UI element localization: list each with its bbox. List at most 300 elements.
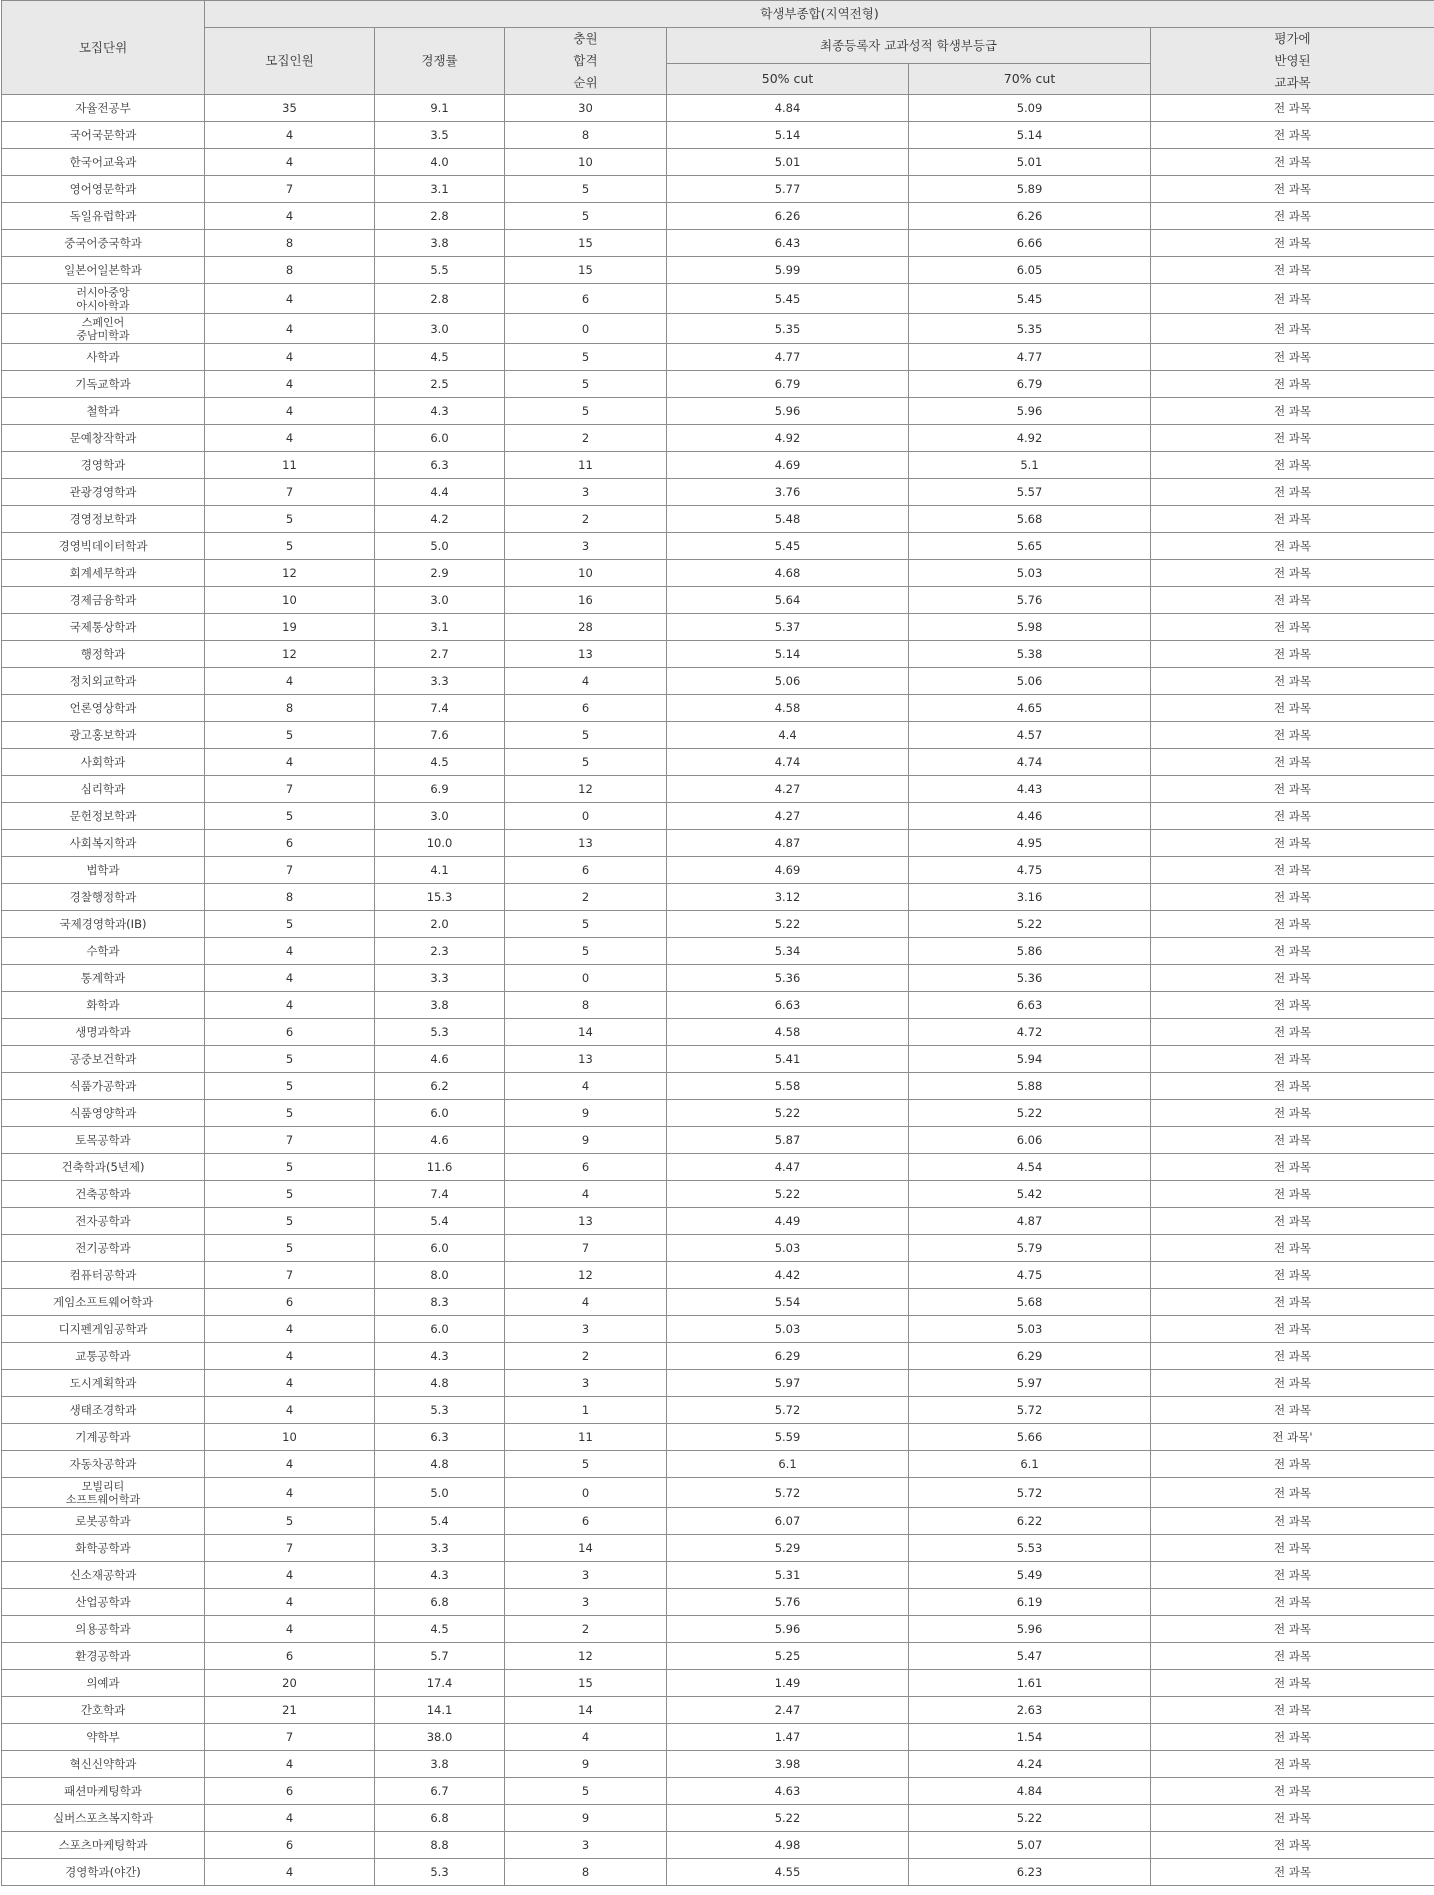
table-row [2, 641, 1434, 668]
table-row [2, 1832, 1434, 1859]
cell-cut-50: 5.37 [667, 614, 909, 641]
cell-recruit-unit: 한국어교육과 [2, 149, 205, 176]
cell-competition-ratio: 5.4 [375, 1508, 505, 1535]
table-row [2, 938, 1434, 965]
cell-recruit-unit [2, 1478, 205, 1508]
table-row [2, 776, 1434, 803]
cell-cut-50: 6.79 [667, 371, 909, 398]
cell-reflected-subjects: 전 과목 [1151, 371, 1434, 398]
cell-reflected-subjects: 전 과목 [1151, 1616, 1434, 1643]
table-row [2, 587, 1434, 614]
cell-competition-ratio: 6.8 [375, 1805, 505, 1832]
cell-competition-ratio: 3.8 [375, 992, 505, 1019]
cell-recruit-unit-line: 스페인어 [81, 315, 125, 329]
cell-cut-70: 5.01 [909, 149, 1151, 176]
cell-reflected-subjects: 전 과목 [1151, 1019, 1434, 1046]
cell-quota: 4 [205, 425, 375, 452]
cell-reflected-subjects: 전 과목 [1151, 641, 1434, 668]
cell-reflected-subjects: 전 과목 [1151, 1154, 1434, 1181]
cell-recruit-unit: 심리학과 [2, 776, 205, 803]
cell-quota: 7 [205, 857, 375, 884]
cell-competition-ratio: 38.0 [375, 1724, 505, 1751]
cell-cut-70: 4.92 [909, 425, 1151, 452]
cell-recruit-unit: 간호학과 [2, 1697, 205, 1724]
table-row [2, 884, 1434, 911]
cell-cut-70: 4.24 [909, 1751, 1151, 1778]
cell-competition-ratio: 8.0 [375, 1262, 505, 1289]
cell-quota: 4 [205, 149, 375, 176]
cell-competition-ratio: 2.3 [375, 938, 505, 965]
header-recruit-unit: 모집단위 [2, 1, 205, 95]
cell-quota: 6 [205, 1832, 375, 1859]
cell-reflected-subjects: 전 과목 [1151, 1478, 1434, 1508]
cell-cut-50: 4.77 [667, 344, 909, 371]
cell-competition-ratio: 10.0 [375, 830, 505, 857]
cell-quota: 5 [205, 1046, 375, 1073]
table-row [2, 1724, 1434, 1751]
cell-reflected-subjects: 전 과목 [1151, 1262, 1434, 1289]
header-grade-group: 최종등록자 교과성적 학생부등급 [667, 28, 1151, 64]
table-row [2, 992, 1434, 1019]
cell-cut-50: 6.63 [667, 992, 909, 1019]
table-row [2, 1127, 1434, 1154]
cell-cut-70: 5.38 [909, 641, 1151, 668]
cell-cut-50: 4.69 [667, 452, 909, 479]
cell-competition-ratio: 5.3 [375, 1859, 505, 1886]
table-row [2, 1262, 1434, 1289]
table-row [2, 803, 1434, 830]
cell-cut-70: 5.09 [909, 95, 1151, 122]
cell-quota: 4 [205, 1805, 375, 1832]
table-row [2, 1019, 1434, 1046]
cell-additional-rank: 1 [505, 1397, 667, 1424]
header-quota: 모집인원 [205, 28, 375, 95]
table-row [2, 398, 1434, 425]
cell-cut-70: 5.76 [909, 587, 1151, 614]
table-row [2, 1235, 1434, 1262]
cell-competition-ratio: 5.7 [375, 1643, 505, 1670]
cell-additional-rank: 10 [505, 560, 667, 587]
cell-cut-70: 4.43 [909, 776, 1151, 803]
table-row [2, 371, 1434, 398]
cell-recruit-unit: 사학과 [2, 344, 205, 371]
cell-recruit-unit: 도시계획학과 [2, 1370, 205, 1397]
cell-quota: 19 [205, 614, 375, 641]
cell-cut-50: 5.64 [667, 587, 909, 614]
cell-cut-50: 6.29 [667, 1343, 909, 1370]
cell-additional-rank: 14 [505, 1697, 667, 1724]
cell-cut-70: 5.72 [909, 1397, 1151, 1424]
cell-competition-ratio: 11.6 [375, 1154, 505, 1181]
cell-cut-50: 4.63 [667, 1778, 909, 1805]
table-row [2, 1073, 1434, 1100]
cell-recruit-unit: 법학과 [2, 857, 205, 884]
cell-cut-50: 4.49 [667, 1208, 909, 1235]
cell-reflected-subjects: 전 과목 [1151, 398, 1434, 425]
cell-reflected-subjects: 전 과목 [1151, 668, 1434, 695]
cell-quota: 4 [205, 1562, 375, 1589]
cell-reflected-subjects: 전 과목 [1151, 1697, 1434, 1724]
cell-cut-50: 3.98 [667, 1751, 909, 1778]
table-row [2, 1316, 1434, 1343]
cell-reflected-subjects: 전 과목 [1151, 587, 1434, 614]
cell-recruit-unit: 독일유럽학과 [2, 203, 205, 230]
cell-quota: 6 [205, 1643, 375, 1670]
cell-recruit-unit: 혁신신약학과 [2, 1751, 205, 1778]
cell-recruit-unit: 수학과 [2, 938, 205, 965]
cell-cut-50: 4.27 [667, 803, 909, 830]
cell-reflected-subjects: 전 과목 [1151, 203, 1434, 230]
cell-additional-rank: 5 [505, 911, 667, 938]
cell-cut-70: 4.77 [909, 344, 1151, 371]
cell-quota: 5 [205, 803, 375, 830]
cell-quota: 4 [205, 284, 375, 314]
cell-cut-70: 5.57 [909, 479, 1151, 506]
cell-quota: 4 [205, 965, 375, 992]
cell-competition-ratio: 4.3 [375, 1343, 505, 1370]
cell-recruit-unit: 의예과 [2, 1670, 205, 1697]
cell-cut-70: 4.75 [909, 857, 1151, 884]
cell-cut-50: 5.72 [667, 1478, 909, 1508]
header-group-title: 학생부종합(지역전형) [205, 1, 1434, 28]
cell-cut-70: 5.97 [909, 1370, 1151, 1397]
cell-additional-rank: 6 [505, 695, 667, 722]
table-row [2, 425, 1434, 452]
cell-competition-ratio: 6.0 [375, 1316, 505, 1343]
table-row [2, 749, 1434, 776]
cell-recruit-unit: 자율전공부 [2, 95, 205, 122]
cell-quota: 5 [205, 1235, 375, 1262]
cell-competition-ratio: 4.3 [375, 398, 505, 425]
cell-competition-ratio: 5.3 [375, 1019, 505, 1046]
cell-competition-ratio: 3.0 [375, 803, 505, 830]
cell-cut-70: 5.14 [909, 122, 1151, 149]
cell-reflected-subjects: 전 과목 [1151, 1562, 1434, 1589]
cell-reflected-subjects: 전 과목 [1151, 1343, 1434, 1370]
cell-recruit-unit: 영어영문학과 [2, 176, 205, 203]
cell-recruit-unit: 패션마케팅학과 [2, 1778, 205, 1805]
cell-recruit-unit: 회계세무학과 [2, 560, 205, 587]
table-row [2, 284, 1434, 314]
header-reflected-subjects [1151, 28, 1434, 95]
header-rank-line: 순위 [573, 75, 598, 90]
cell-recruit-unit: 식품가공학과 [2, 1073, 205, 1100]
cell-reflected-subjects: 전 과목 [1151, 1643, 1434, 1670]
cell-additional-rank: 14 [505, 1535, 667, 1562]
cell-competition-ratio: 6.8 [375, 1589, 505, 1616]
cell-quota: 8 [205, 884, 375, 911]
cell-reflected-subjects: 전 과목 [1151, 1100, 1434, 1127]
cell-cut-70: 5.89 [909, 176, 1151, 203]
cell-cut-70: 5.72 [909, 1478, 1151, 1508]
table-row [2, 1751, 1434, 1778]
cell-quota: 4 [205, 668, 375, 695]
cell-quota: 6 [205, 830, 375, 857]
cell-additional-rank: 12 [505, 1643, 667, 1670]
cell-recruit-unit-line: 중남미학과 [76, 328, 130, 342]
cell-cut-70: 5.06 [909, 668, 1151, 695]
cell-competition-ratio: 3.0 [375, 314, 505, 344]
cell-additional-rank: 11 [505, 452, 667, 479]
cell-quota: 7 [205, 1262, 375, 1289]
cell-recruit-unit: 중국어중국학과 [2, 230, 205, 257]
cell-recruit-unit: 스포츠마케팅학과 [2, 1832, 205, 1859]
cell-reflected-subjects: 전 과목 [1151, 776, 1434, 803]
cell-cut-50: 4.58 [667, 1019, 909, 1046]
cell-cut-50: 5.58 [667, 1073, 909, 1100]
cell-competition-ratio: 6.2 [375, 1073, 505, 1100]
cell-competition-ratio: 4.5 [375, 749, 505, 776]
cell-competition-ratio: 4.8 [375, 1370, 505, 1397]
cell-competition-ratio: 3.8 [375, 230, 505, 257]
cell-cut-50: 5.31 [667, 1562, 909, 1589]
cell-additional-rank: 8 [505, 992, 667, 1019]
cell-competition-ratio: 4.3 [375, 1562, 505, 1589]
cell-cut-50: 4.87 [667, 830, 909, 857]
header-cut-70: 70% cut [909, 64, 1151, 95]
cell-recruit-unit-line: 아시아학과 [76, 298, 130, 312]
cell-cut-50: 5.96 [667, 398, 909, 425]
cell-cut-50: 5.06 [667, 668, 909, 695]
cell-competition-ratio: 3.3 [375, 668, 505, 695]
cell-reflected-subjects: 전 과목 [1151, 1370, 1434, 1397]
cell-cut-50: 4.74 [667, 749, 909, 776]
cell-cut-50: 5.22 [667, 1805, 909, 1832]
cell-competition-ratio: 5.4 [375, 1208, 505, 1235]
cell-competition-ratio: 6.0 [375, 425, 505, 452]
cell-cut-70: 5.96 [909, 1616, 1151, 1643]
cell-competition-ratio: 3.5 [375, 122, 505, 149]
cell-quota: 4 [205, 1589, 375, 1616]
cell-competition-ratio: 4.5 [375, 344, 505, 371]
cell-additional-rank: 13 [505, 1046, 667, 1073]
cell-additional-rank: 8 [505, 122, 667, 149]
cell-additional-rank: 7 [505, 1235, 667, 1262]
table-row [2, 479, 1434, 506]
table-header [2, 1, 1434, 95]
cell-cut-50: 4.69 [667, 857, 909, 884]
cell-recruit-unit: 실버스포츠복지학과 [2, 1805, 205, 1832]
cell-cut-50: 5.59 [667, 1424, 909, 1451]
cell-cut-50: 4.98 [667, 1832, 909, 1859]
cell-reflected-subjects: 전 과목 [1151, 1208, 1434, 1235]
cell-competition-ratio: 17.4 [375, 1670, 505, 1697]
cell-competition-ratio: 2.5 [375, 371, 505, 398]
table-row [2, 230, 1434, 257]
cell-cut-70: 5.88 [909, 1073, 1151, 1100]
cell-additional-rank: 3 [505, 1562, 667, 1589]
cell-cut-50: 4.92 [667, 425, 909, 452]
cell-competition-ratio: 3.8 [375, 1751, 505, 1778]
cell-reflected-subjects: 전 과목 [1151, 344, 1434, 371]
cell-competition-ratio: 2.8 [375, 203, 505, 230]
cell-reflected-subjects: 전 과목 [1151, 479, 1434, 506]
cell-cut-70: 4.95 [909, 830, 1151, 857]
table-row [2, 1046, 1434, 1073]
cell-additional-rank: 13 [505, 1208, 667, 1235]
cell-quota: 5 [205, 1208, 375, 1235]
table-row [2, 1562, 1434, 1589]
cell-recruit-unit: 화학과 [2, 992, 205, 1019]
cell-recruit-unit: 산업공학과 [2, 1589, 205, 1616]
cell-recruit-unit: 생태조경학과 [2, 1397, 205, 1424]
cell-additional-rank: 5 [505, 1451, 667, 1478]
cell-cut-50: 4.4 [667, 722, 909, 749]
table-row [2, 203, 1434, 230]
cell-cut-70: 5.68 [909, 506, 1151, 533]
cell-cut-50: 5.99 [667, 257, 909, 284]
cell-additional-rank: 5 [505, 398, 667, 425]
cell-additional-rank: 16 [505, 587, 667, 614]
cell-cut-70: 6.29 [909, 1343, 1151, 1370]
table-row [2, 1589, 1434, 1616]
cell-additional-rank: 5 [505, 1778, 667, 1805]
cell-recruit-unit: 경영학과(야간) [2, 1859, 205, 1886]
cell-cut-70: 4.46 [909, 803, 1151, 830]
cell-reflected-subjects: 전 과목 [1151, 257, 1434, 284]
cell-competition-ratio: 6.9 [375, 776, 505, 803]
cell-cut-70: 5.1 [909, 452, 1151, 479]
header-additional-rank [505, 28, 667, 95]
table-row [2, 314, 1434, 344]
cell-competition-ratio: 14.1 [375, 1697, 505, 1724]
cell-cut-70: 6.22 [909, 1508, 1151, 1535]
table-row [2, 1643, 1434, 1670]
cell-recruit-unit: 문예창작학과 [2, 425, 205, 452]
cell-quota: 7 [205, 1724, 375, 1751]
cell-additional-rank: 12 [505, 776, 667, 803]
cell-cut-70: 5.94 [909, 1046, 1151, 1073]
table-row [2, 1181, 1434, 1208]
table-row [2, 452, 1434, 479]
table-row [2, 857, 1434, 884]
cell-quota: 5 [205, 722, 375, 749]
cell-competition-ratio: 4.4 [375, 479, 505, 506]
cell-additional-rank: 15 [505, 1670, 667, 1697]
cell-recruit-unit: 기독교학과 [2, 371, 205, 398]
cell-additional-rank: 4 [505, 1073, 667, 1100]
table-row [2, 1451, 1434, 1478]
cell-recruit-unit: 경영빅데이터학과 [2, 533, 205, 560]
cell-quota: 7 [205, 479, 375, 506]
cell-quota: 8 [205, 695, 375, 722]
cell-quota: 4 [205, 314, 375, 344]
cell-cut-50: 6.26 [667, 203, 909, 230]
header-cut-50: 50% cut [667, 64, 909, 95]
cell-quota: 4 [205, 749, 375, 776]
cell-cut-50: 5.97 [667, 1370, 909, 1397]
cell-quota: 4 [205, 992, 375, 1019]
cell-cut-50: 5.87 [667, 1127, 909, 1154]
cell-additional-rank: 2 [505, 425, 667, 452]
cell-recruit-unit-line: 모빌리티 [81, 1479, 125, 1493]
cell-quota: 35 [205, 95, 375, 122]
cell-recruit-unit: 환경공학과 [2, 1643, 205, 1670]
cell-competition-ratio: 4.6 [375, 1127, 505, 1154]
cell-reflected-subjects: 전 과목 [1151, 803, 1434, 830]
cell-recruit-unit: 경영학과 [2, 452, 205, 479]
table-row [2, 1370, 1434, 1397]
cell-quota: 4 [205, 1397, 375, 1424]
cell-cut-50: 5.54 [667, 1289, 909, 1316]
table-body [2, 95, 1434, 1886]
cell-recruit-unit: 건축공학과 [2, 1181, 205, 1208]
cell-recruit-unit: 로봇공학과 [2, 1508, 205, 1535]
cell-recruit-unit: 전자공학과 [2, 1208, 205, 1235]
cell-reflected-subjects: 전 과목 [1151, 1451, 1434, 1478]
table-row [2, 695, 1434, 722]
cell-reflected-subjects: 전 과목 [1151, 149, 1434, 176]
cell-reflected-subjects: 전 과목 [1151, 1235, 1434, 1262]
cell-quota: 7 [205, 176, 375, 203]
cell-cut-50: 6.07 [667, 1508, 909, 1535]
cell-recruit-unit: 경찰행정학과 [2, 884, 205, 911]
cell-quota: 4 [205, 1751, 375, 1778]
cell-quota: 5 [205, 533, 375, 560]
admissions-results-table [1, 0, 1434, 1886]
cell-reflected-subjects: 전 과목 [1151, 1397, 1434, 1424]
cell-recruit-unit: 문헌정보학과 [2, 803, 205, 830]
cell-additional-rank: 2 [505, 1343, 667, 1370]
table-row [2, 1805, 1434, 1832]
cell-quota: 5 [205, 506, 375, 533]
cell-cut-70: 6.79 [909, 371, 1151, 398]
cell-quota: 6 [205, 1289, 375, 1316]
cell-additional-rank: 13 [505, 641, 667, 668]
cell-cut-50: 5.03 [667, 1235, 909, 1262]
cell-recruit-unit: 공중보건학과 [2, 1046, 205, 1073]
cell-quota: 6 [205, 1778, 375, 1805]
cell-cut-50: 3.76 [667, 479, 909, 506]
cell-cut-70: 4.87 [909, 1208, 1151, 1235]
cell-recruit-unit: 일본어일본학과 [2, 257, 205, 284]
cell-competition-ratio: 5.5 [375, 257, 505, 284]
cell-additional-rank: 12 [505, 1262, 667, 1289]
cell-additional-rank: 11 [505, 1424, 667, 1451]
cell-reflected-subjects: 전 과목 [1151, 1127, 1434, 1154]
cell-recruit-unit: 관광경영학과 [2, 479, 205, 506]
cell-cut-70: 6.66 [909, 230, 1151, 257]
cell-competition-ratio: 3.1 [375, 176, 505, 203]
cell-cut-70: 5.53 [909, 1535, 1151, 1562]
cell-recruit-unit: 언론영상학과 [2, 695, 205, 722]
cell-competition-ratio: 3.3 [375, 965, 505, 992]
cell-cut-70: 5.36 [909, 965, 1151, 992]
cell-additional-rank: 6 [505, 1154, 667, 1181]
cell-cut-70: 6.26 [909, 203, 1151, 230]
cell-quota: 4 [205, 1451, 375, 1478]
cell-cut-70: 6.05 [909, 257, 1151, 284]
cell-recruit-unit: 철학과 [2, 398, 205, 425]
cell-cut-70: 6.63 [909, 992, 1151, 1019]
cell-cut-50: 5.14 [667, 122, 909, 149]
cell-recruit-unit: 약학부 [2, 1724, 205, 1751]
cell-cut-50: 5.77 [667, 176, 909, 203]
cell-cut-70: 1.54 [909, 1724, 1151, 1751]
cell-cut-70: 5.22 [909, 1805, 1151, 1832]
cell-cut-70: 5.68 [909, 1289, 1151, 1316]
cell-reflected-subjects: 전 과목 [1151, 965, 1434, 992]
cell-cut-50: 5.72 [667, 1397, 909, 1424]
cell-cut-50: 4.68 [667, 560, 909, 587]
cell-quota: 4 [205, 371, 375, 398]
cell-reflected-subjects: 전 과목 [1151, 122, 1434, 149]
cell-reflected-subjects: 전 과목 [1151, 452, 1434, 479]
cell-cut-50: 1.47 [667, 1724, 909, 1751]
cell-competition-ratio: 6.0 [375, 1235, 505, 1262]
cell-quota: 8 [205, 230, 375, 257]
cell-quota: 7 [205, 1127, 375, 1154]
